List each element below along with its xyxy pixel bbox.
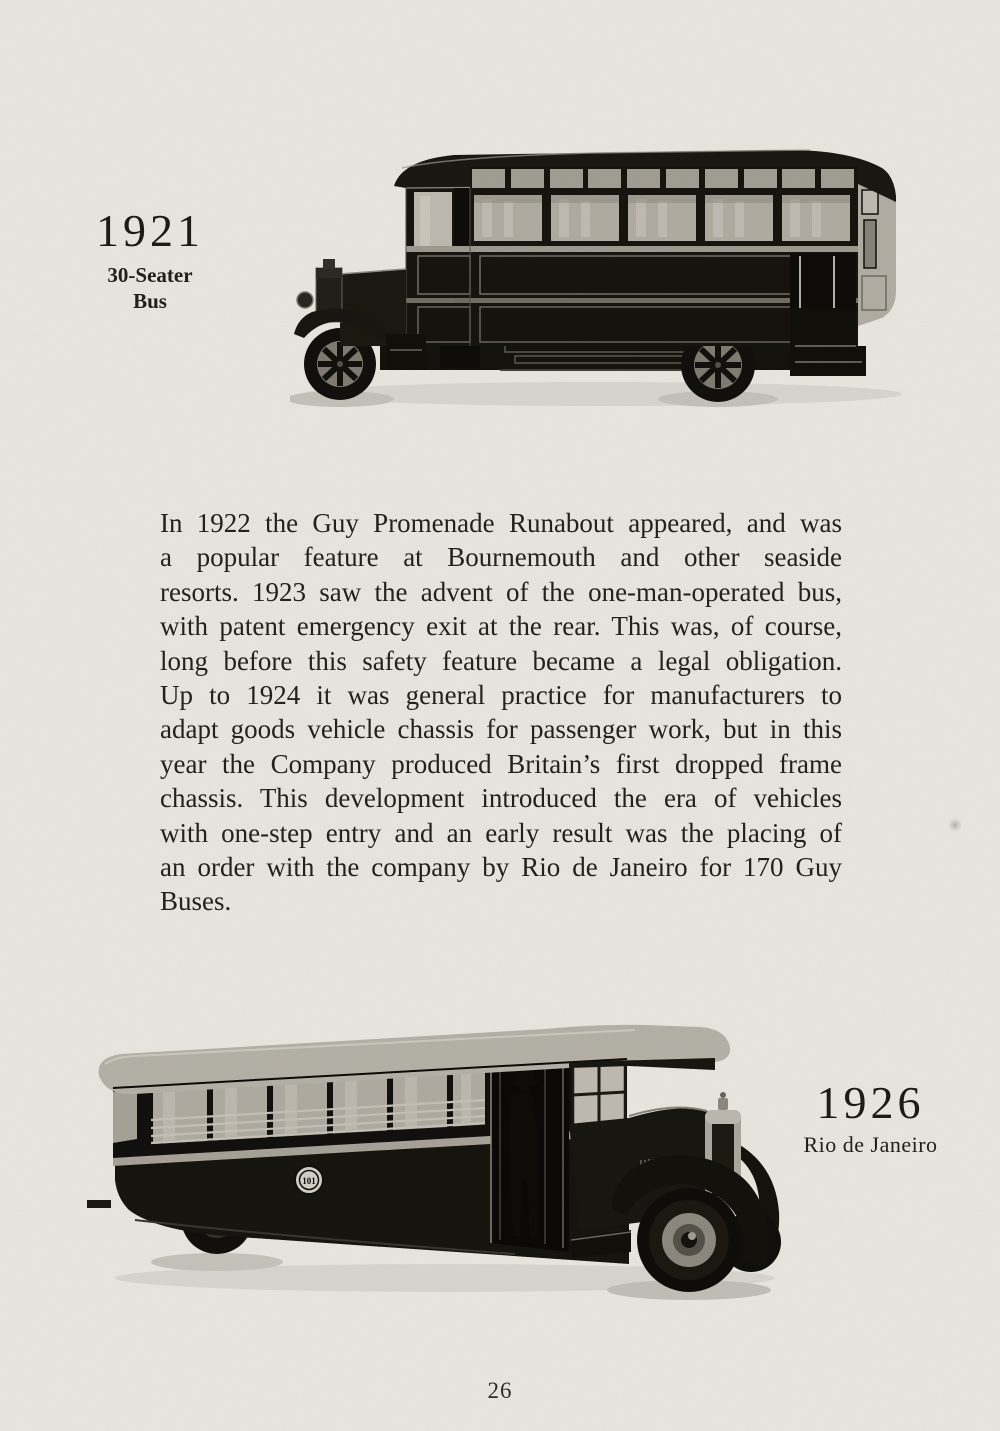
headlamp-icon [297,292,313,308]
bus-1926-front-wheel [637,1188,741,1292]
figure-1926-label [788,1077,953,1158]
photo-1921-bus [290,138,910,423]
caption-rio-de-janeiro: Rio de Janeiro [803,1132,938,1157]
paragraph-line: Buses. [160,886,232,917]
paragraph-line: an order with the company by Rio de Janeiro for 170 Guy [160,852,842,883]
roundel-number: 101 [302,1176,316,1186]
year-1926-heading: 1926 [816,1077,925,1128]
year-1921-heading: 1921 [96,205,204,256]
photo-1926-bus [75,1012,805,1307]
paragraph-line: with one-step entry and an early result was the placing of [160,817,842,848]
figure-1921-label [85,205,215,314]
paragraph-line: with patent emergency exit at the rear. This was, of course, [160,611,842,642]
page-number: 26 [487,1378,513,1403]
caption-bus: Bus [133,289,167,313]
paragraph-line: long before this safety feature became a legal obligation. [160,645,842,676]
bus-1926-illustration [75,1012,805,1307]
paragraph-line: chassis. This development introduced the era of vehicles [160,783,842,814]
body-paragraph [160,506,842,919]
paragraph-line: adapt goods vehicle chassis for passenger work, but in this [160,714,842,745]
caption-30-seater: 30-Seater [107,263,193,287]
paragraph-line: In 1922 the Guy Promenade Runabout appeared, and was [160,508,842,538]
paragraph-line: a popular feature at Bournemouth and other seaside [160,542,842,573]
paper-smudge [948,818,962,832]
bus-1921-illustration [290,138,910,423]
paragraph-line: Up to 1924 it was general practice for manufacturers to [160,680,842,711]
bus-roundel [295,1166,323,1194]
paragraph-line: year the Company produced Britain’s first dropped frame [160,748,842,779]
paragraph-line: resorts. 1923 saw the advent of the one-man-operated bus, [160,576,842,607]
